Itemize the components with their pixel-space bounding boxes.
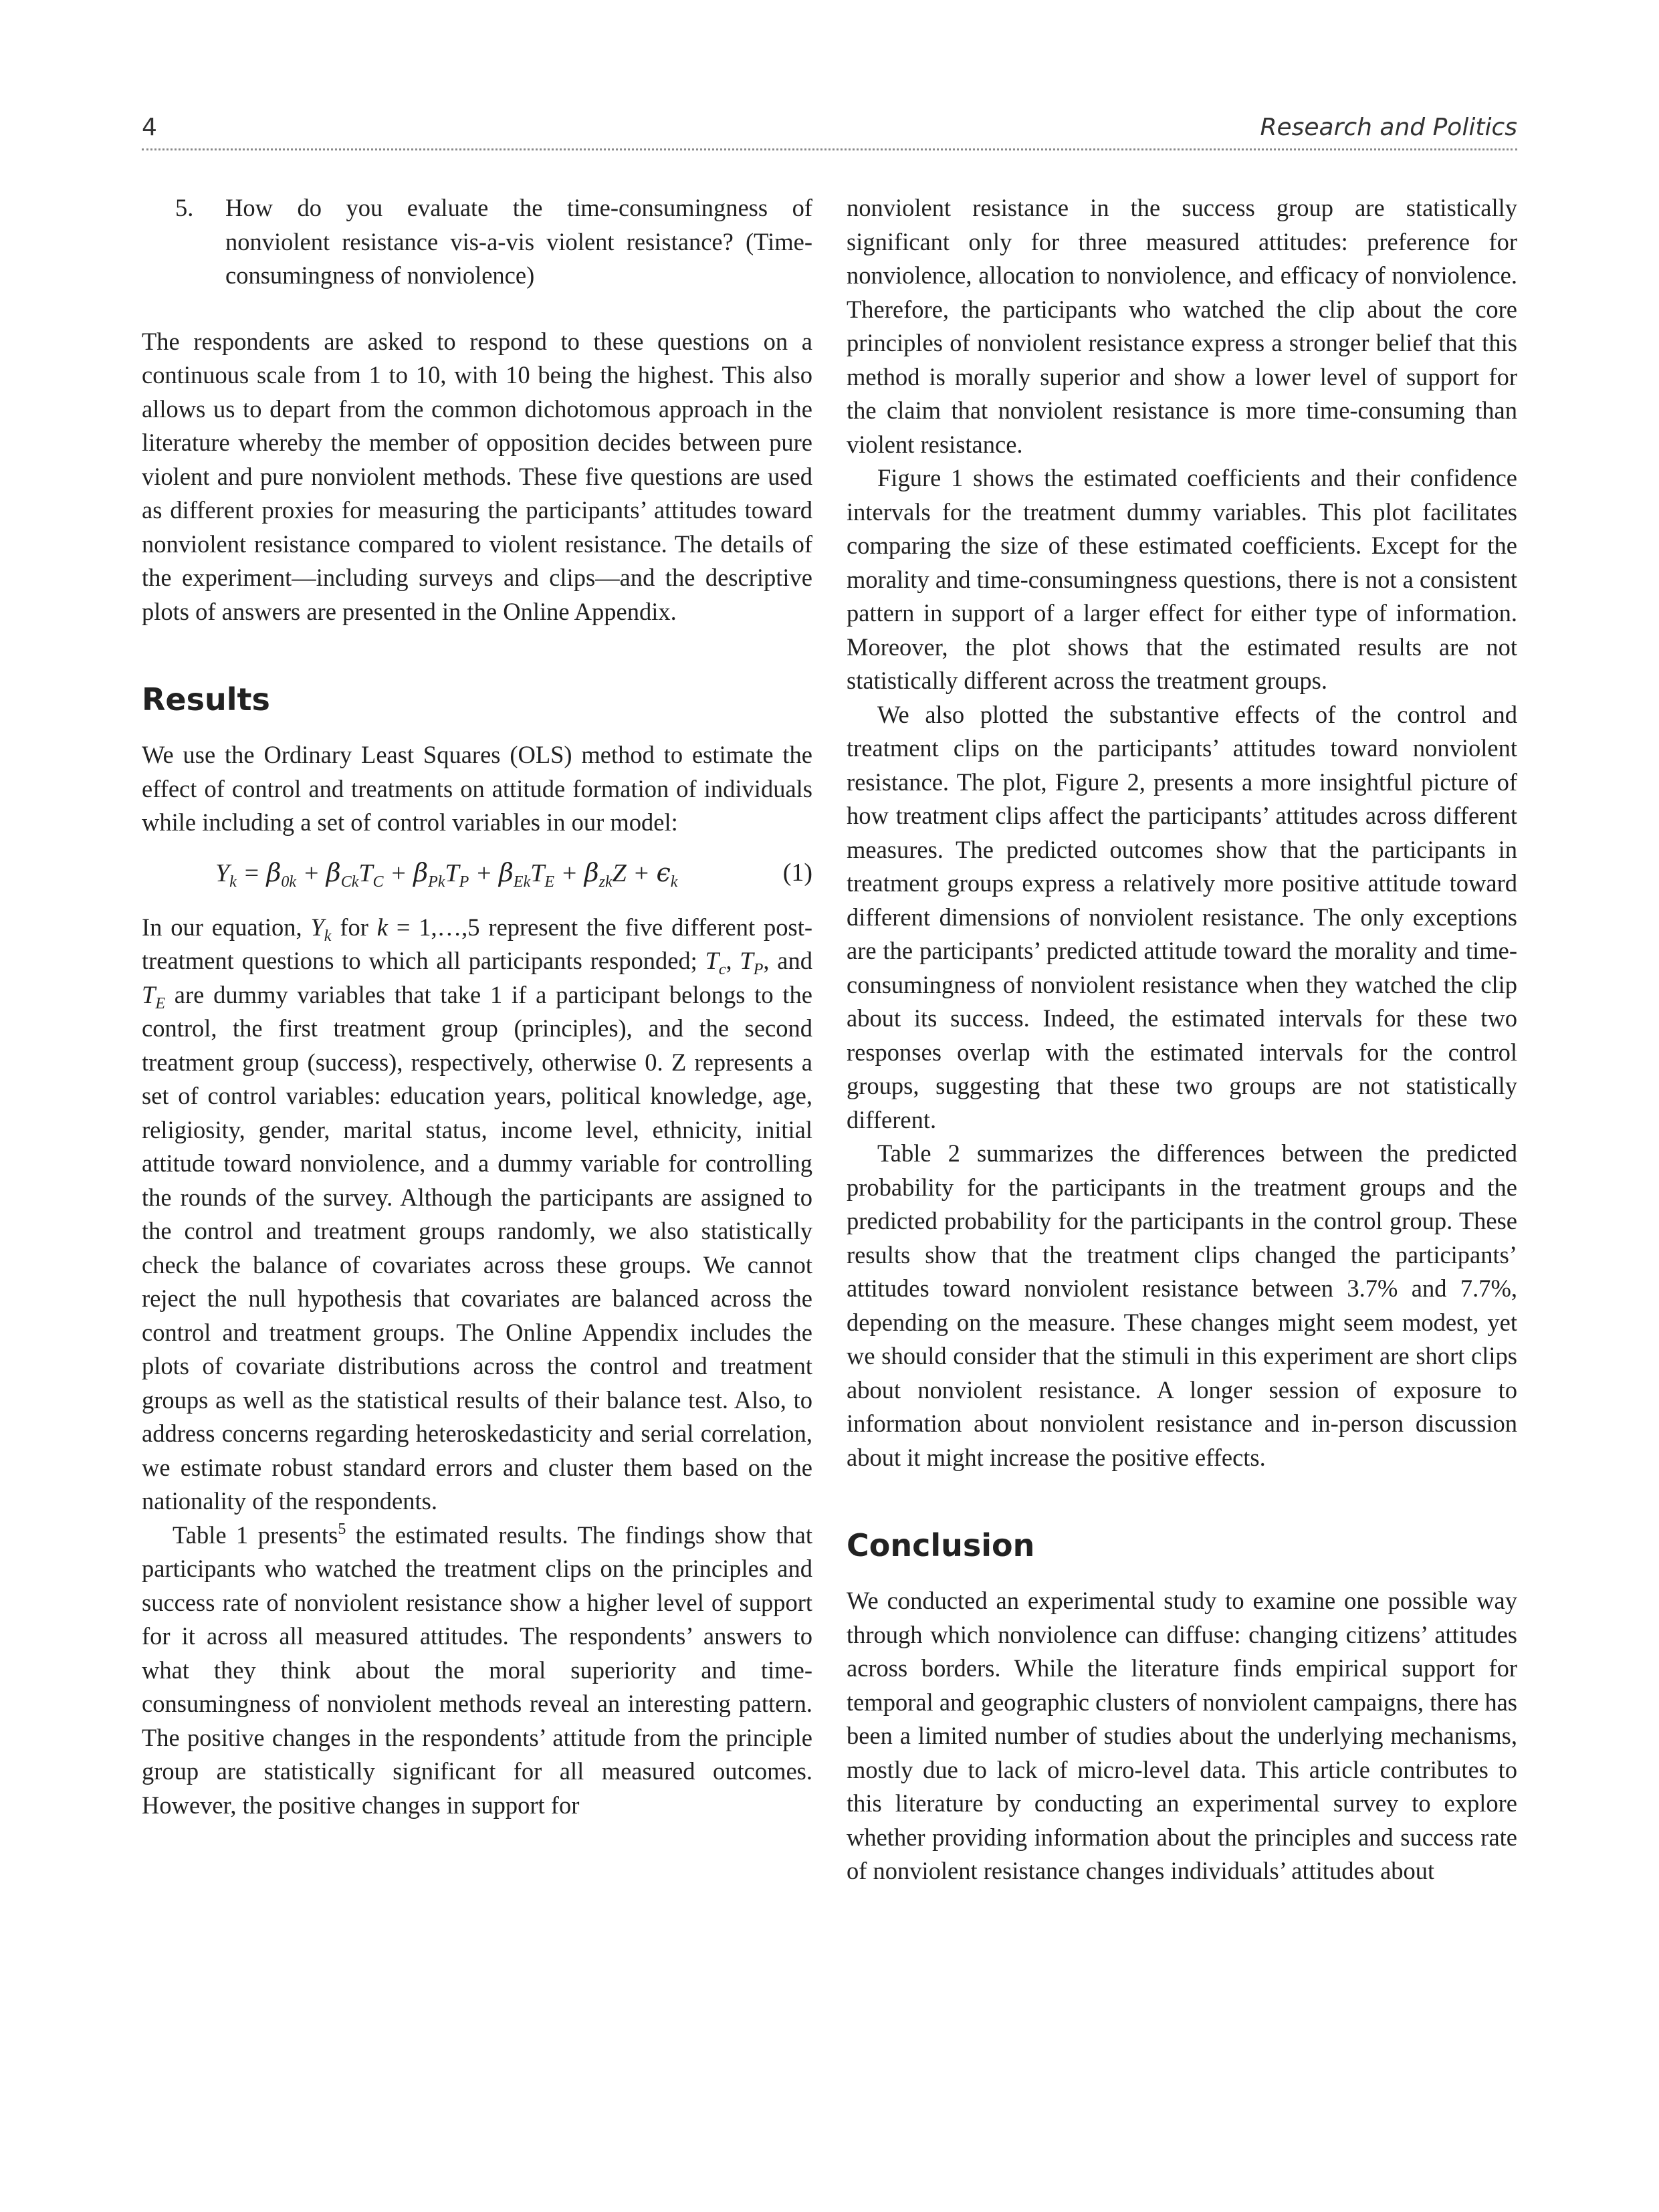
equation-1 — [142, 848, 812, 900]
paragraph-figure1: Figure 1 shows the estimated coefficients and their confidence intervals for the treatment dummy variables. This plot facilitates comparing the size of these estimated coefficients. Except for the morality and time-consumingness questions, there is not a consistent pattern in support of a larger effect for either type of information. Moreover, the plot shows that the estimated results are not statistically different across the treatment groups. — [847, 464, 1517, 694]
equation-number: (1) — [782, 858, 812, 887]
paragraph-figure2: We also plotted the substantive effects of the control and treatment clips on the participants’ attitudes toward nonviolent resistance. The plot, Figure 2, presents a more insightful picture of how treatment clips affect the participants’ attitudes across different measures. The predicted outcomes show that the participants in treatment groups express a relatively more positive attitude toward different dimensions of nonviolent resistance. The only exceptions are the participants’ predicted attitude toward the morality and time-consumingness of nonviolent resistance when they watched the clip about its success. Indeed, the estimated intervals for these two responses overlap with the estimated intervals for the control groups, suggesting that these two groups are not statistically different. — [847, 700, 1517, 1133]
left-column — [142, 191, 812, 1822]
paragraph-ols: We use the Ordinary Least Squares (OLS) method to estimate the effect of control and treatments on attitude formation of individuals while including a set of control variables in our model: — [142, 741, 812, 836]
header-divider — [142, 148, 1517, 150]
right-column — [847, 191, 1517, 1888]
paragraph-conclusion: We conducted an experimental study to examine one possible way through which nonviolence can diffuse: changing citizens’ attitudes across borders. While the literature finds empirical support for temporal and geographic clusters of nonviolent campaigns, there has been a limited number of studies about the underlying mechanisms, mostly due to lack of micro-level data. This article contributes to this literature by conducting an experimental survey to explore whether providing information about the principles and success rate of nonviolent resistance changes individuals’ attitudes about — [847, 1587, 1517, 1884]
paragraph-table1: Table 1 presents$^5$ the estimated results. The findings show that participants who watched the treatment clips on the principles and success rate of nonviolent resistance show a higher level of support for it across all measured attitudes. The respondents’ answers to what they think about the moral superiority and time-consumingness of nonviolent methods reveal an interesting pattern. The positive changes in the respondents’ attitude from the principle group are statistically significant for all measured outcomes. However, the positive changes in support for — [142, 1520, 812, 1819]
results-heading: Results — [142, 681, 270, 717]
paragraph-scale: The respondents are asked to respond to these questions on a continuous scale from 1 to 10, with 10 being the highest. This also allows us to depart from the common dichotomous approach in the literature whereby the member of opposition decides between pure violent and pure nonviolent methods. These five questions are used as different proxies for measuring the participants’ attitudes toward nonviolent resistance compared to violent resistance. The details of the experiment—including surveys and clips—and the descriptive plots of answers are presented in the Online Appendix. — [142, 327, 812, 625]
conclusion-heading: Conclusion — [847, 1527, 1035, 1563]
journal-title: Research and Politics — [1260, 114, 1517, 141]
page-number: 4 — [142, 114, 157, 141]
paragraph-table2: Table 2 summarizes the differences between the predicted probability for the participants in the treatment groups and the predicted probability for the participants in the control group. These results show that the treatment clips changed the participants’ attitudes toward nonviolent resistance between 3.7% and 7.7%, depending on the measure. These changes might seem modest, yet we should consider that the stimuli in this experiment are short clips about nonviolent resistance. A longer session of exposure to information about nonviolent resistance and in-person discussion about it might increase the positive effects. — [847, 1139, 1517, 1471]
paragraph-success-group: nonviolent resistance in the success group are statistically significant only for three measured attitudes: preference for nonviolence, allocation to nonviolence, and efficacy of nonviolence. Therefore, the participants who watched the clip about the core principles of nonviolent resistance express a stronger belief that this method is morally superior and show a lower level of support for the claim that nonviolent resistance is more time-consuming than violent resistance. — [847, 194, 1517, 458]
question-5-number: 5. — [175, 194, 194, 221]
footnote-5[interactable]: 5 — [338, 1520, 346, 1538]
question-5 — [142, 191, 812, 293]
question-5-text: How do you evaluate the time-consumingness of nonviolent resistance vis-a-vis violent resistance? (Time-consumingness of nonviolence) — [225, 194, 812, 289]
running-header — [142, 114, 1517, 147]
paragraph-equation: In our equation, $Y_k$ for k = 1,…,5 represent the five different post-treatment questions to which all participants responded; $T_c$, $T_P$, and $T_E$ are dummy variables that take 1 if a participant belongs to the control, the first treatment group (principles), and the second treatment group (success), respectively, otherwise 0. Z represents a set of control variables: education years, political knowledge, age, religiosity, gender, marital status, income level, ethnicity, initial attitude toward nonviolence, and a dummy variable for controlling the rounds of the survey. Although the participants are assigned to the control and treatment groups randomly, we also statistically check the balance of covariates across these groups. We cannot reject the null hypothesis that covariates are balanced across the control and treatment groups. The Online Appendix includes the plots of covariate distributions across the control and treatment groups as well as the statistical results of their balance test. Also, to address concerns regarding heteroskedasticity and serial correlation, we estimate robust standard errors and cluster them based on the nationality of the respondents. — [142, 913, 812, 1515]
equation-expression: $Y_k = \beta_{0k} + \beta_{Ck}T_C + \beta_{Pk}T_P + \beta_{Ek}T_E + \beta_{zk}Z + \epsilon_k$ — [215, 857, 678, 891]
